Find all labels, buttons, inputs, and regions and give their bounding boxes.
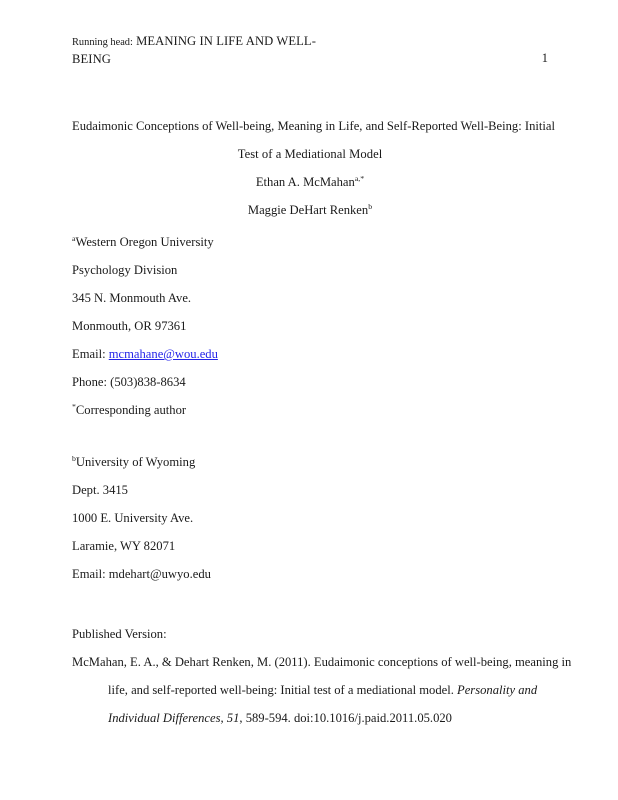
affiliation-a-email-line xyxy=(72,340,548,368)
author-2-superscript: b xyxy=(368,201,373,211)
title-line-2: Test of a Mediational Model xyxy=(237,147,383,161)
author-2-name: Maggie DeHart Renken xyxy=(247,203,369,217)
affiliation-b-email-text: mdehart@uwyo.edu xyxy=(108,567,211,581)
citation-journal: Personality and Individual Differences, 51 xyxy=(108,683,538,725)
published-version-heading: Published Version: xyxy=(72,627,167,641)
affiliation-b-department: Dept. 3415 xyxy=(72,483,128,497)
author-2 xyxy=(72,196,548,224)
affiliation-block-b xyxy=(72,448,548,588)
affiliation-b-marker: b xyxy=(72,453,76,463)
running-head-title-line1: MEANING IN LIFE AND WELL- xyxy=(136,34,317,48)
affiliation-a-city-state-zip: Monmouth, OR 97361 xyxy=(72,319,187,333)
page-content xyxy=(72,0,572,800)
citation-part-2: , 589-594. doi:10.1016/j.paid.2011.05.020 xyxy=(239,711,452,725)
affiliation-a-street: 345 N. Monmouth Ave. xyxy=(72,291,192,305)
author-1 xyxy=(72,168,548,196)
affiliation-a-institution xyxy=(72,228,548,256)
author-1-name: Ethan A. McMahan xyxy=(255,175,355,189)
affiliation-b-institution xyxy=(72,448,548,476)
corresponding-author-text: Corresponding author xyxy=(75,403,187,417)
title-line-1: Eudaimonic Conceptions of Well-being, Meaning in Life, and Self-Reported Well-Being: Initial xyxy=(72,119,555,133)
affiliation-b-email-line xyxy=(72,560,548,588)
affiliation-a-marker: a xyxy=(72,233,76,243)
page-number: 1 xyxy=(541,51,548,65)
corresponding-author-note xyxy=(72,396,548,424)
citation-part-1: McMahan, E. A., & Dehart Renken, M. (2011). Eudaimonic conceptions of well-being, meaning in life, and self-reported well-being: Initial test of a mediational model. xyxy=(72,655,572,697)
affiliation-b-street: 1000 E. University Ave. xyxy=(72,511,194,525)
published-version-section xyxy=(72,620,572,732)
affiliation-b-email-label: Email: xyxy=(72,567,106,581)
published-version-citation xyxy=(72,648,584,732)
affiliation-b-city-state-zip: Laramie, WY 82071 xyxy=(72,539,176,553)
page-title xyxy=(72,112,555,168)
author-list xyxy=(72,168,548,224)
running-head xyxy=(72,33,548,68)
affiliation-a-email-label: Email: xyxy=(72,347,106,361)
affiliation-a-department: Psychology Division xyxy=(72,263,178,277)
running-head-title-line2: BEING xyxy=(72,52,111,66)
corresponding-author-marker: * xyxy=(72,401,76,411)
running-head-label: Running head: xyxy=(72,37,133,48)
affiliation-a-phone: Phone: (503)838-8634 xyxy=(72,375,186,389)
affiliation-b-institution-text: University of Wyoming xyxy=(75,455,196,469)
affiliation-block-a xyxy=(72,228,548,424)
affiliation-a-institution-text: Western Oregon University xyxy=(75,235,214,249)
affiliation-a-email-link[interactable]: mcmahane@wou.edu xyxy=(108,347,218,361)
author-1-superscript: a,* xyxy=(354,173,365,183)
